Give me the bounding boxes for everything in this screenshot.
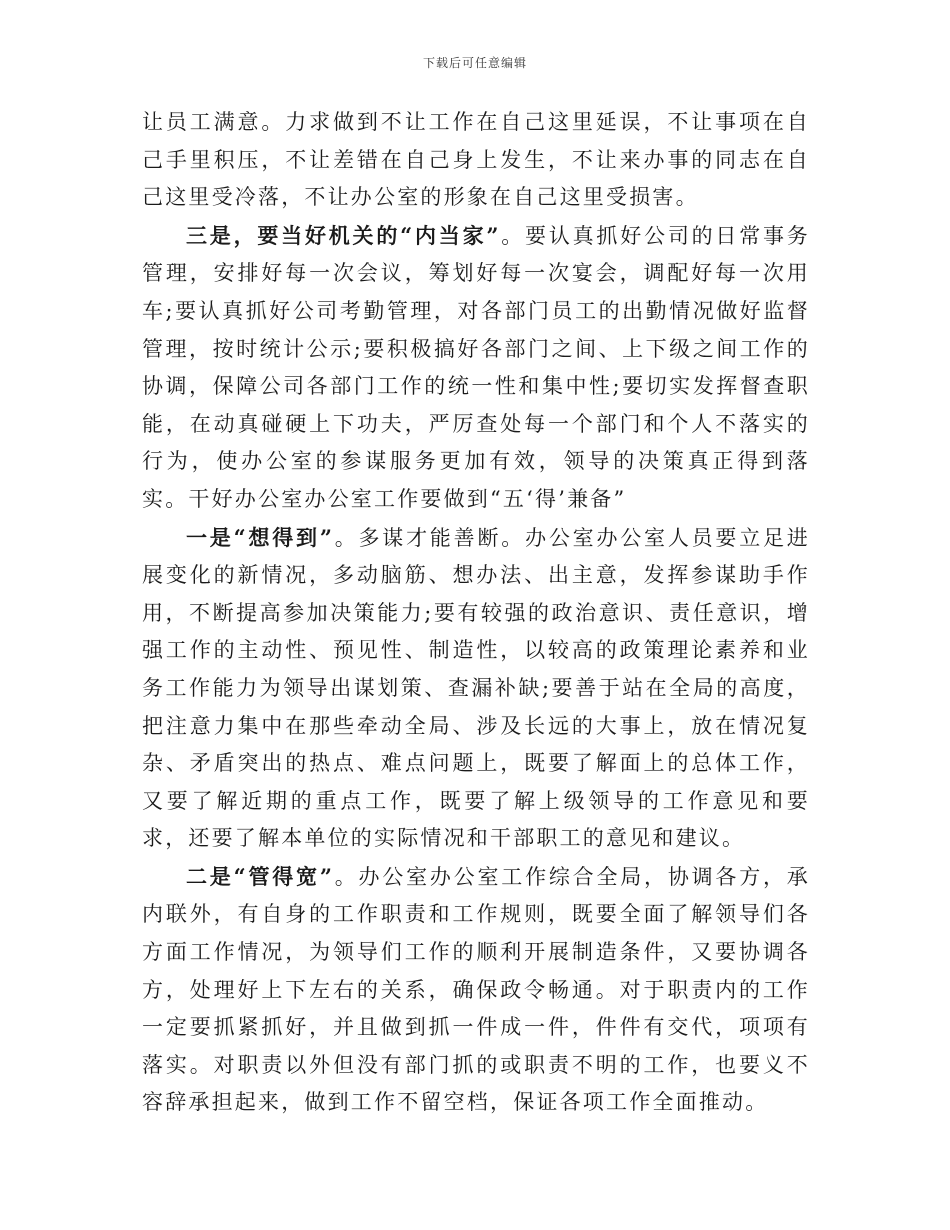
paragraph-point-two [142, 858, 810, 1122]
paragraph-text: 。办公室办公室工作综合全局，协调各方，承内联外，有自身的工作职责和工作规则，既要全面了解领导们各方面工作情况，为领导们工作的顺利开展制造条件，又要协调各方，处理好上下左右的关系，确保政令畅通。对于职责内的工作一定要抓紧抓好，并且做到抓一件成一件，件件有交代，项项有落实。对职责以外但没有部门抓的或职责不明的工作，也要义不容辞承担起来，做到工作不留空档，保证各项工作全面推动。 [142, 864, 810, 1115]
paragraph-lead-heading: 一是“想得到” [186, 524, 335, 550]
page-header: 下载后可任意编辑 [422, 56, 527, 70]
paragraph-point-three [142, 217, 810, 519]
paragraph-point-one [142, 519, 810, 858]
paragraph-text: 。多谋才能善断。办公室办公室人员要立足进展变化的新情况，多动脑筋、想办法、出主意，发挥参谋助手作用，不断提高参加决策能力;要有较强的政治意识、责任意识，增强工作的主动性、预见性、制造性，以较高的政策理论素养和业务工作能力为领导出谋划策、查漏补缺;要善于站在全局的高度，把注意力集中在那些牵动全局、涉及长远的大事上，放在情况复杂、矛盾突出的热点、难点问题上，既要了解面上的总体工作，又要了解近期的重点工作，既要了解上级领导的工作意见和要求，还要了解本单位的实际情况和干部职工的意见和建议。 [142, 525, 810, 851]
paragraph-lead-heading: 二是“管得宽” [186, 863, 335, 889]
paragraph-text: 让员工满意。力求做到不让工作在自己这里延误，不让事项在自己手里积压，不让差错在自己身上发生，不让来办事的同志在自己这里受冷落，不让办公室的形象在自己这里受损害。 [142, 110, 810, 210]
paragraph-continuation [142, 104, 810, 217]
paragraph-text: 。要认真抓好公司的日常事务管理，安排好每一次会议，筹划好每一次宴会，调配好每一次用车;要认真抓好公司考勤管理，对各部门员工的出勤情况做好监督管理，按时统计公示;要积极搞好各部门之间、上下级之间工作的协调，保障公司各部门工作的统一性和集中性;要切实发挥督查职能，在动真碰硬上下功夫，严厉查处每一个部门和个人不落实的行为，使办公室的参谋服务更加有效，领导的决策真正得到落实。干好办公室办公室工作要做到“五‘得’兼备” [142, 223, 810, 511]
paragraph-lead-heading: 三是，要当好机关的“内当家” [186, 222, 501, 248]
document-body [142, 104, 810, 1122]
